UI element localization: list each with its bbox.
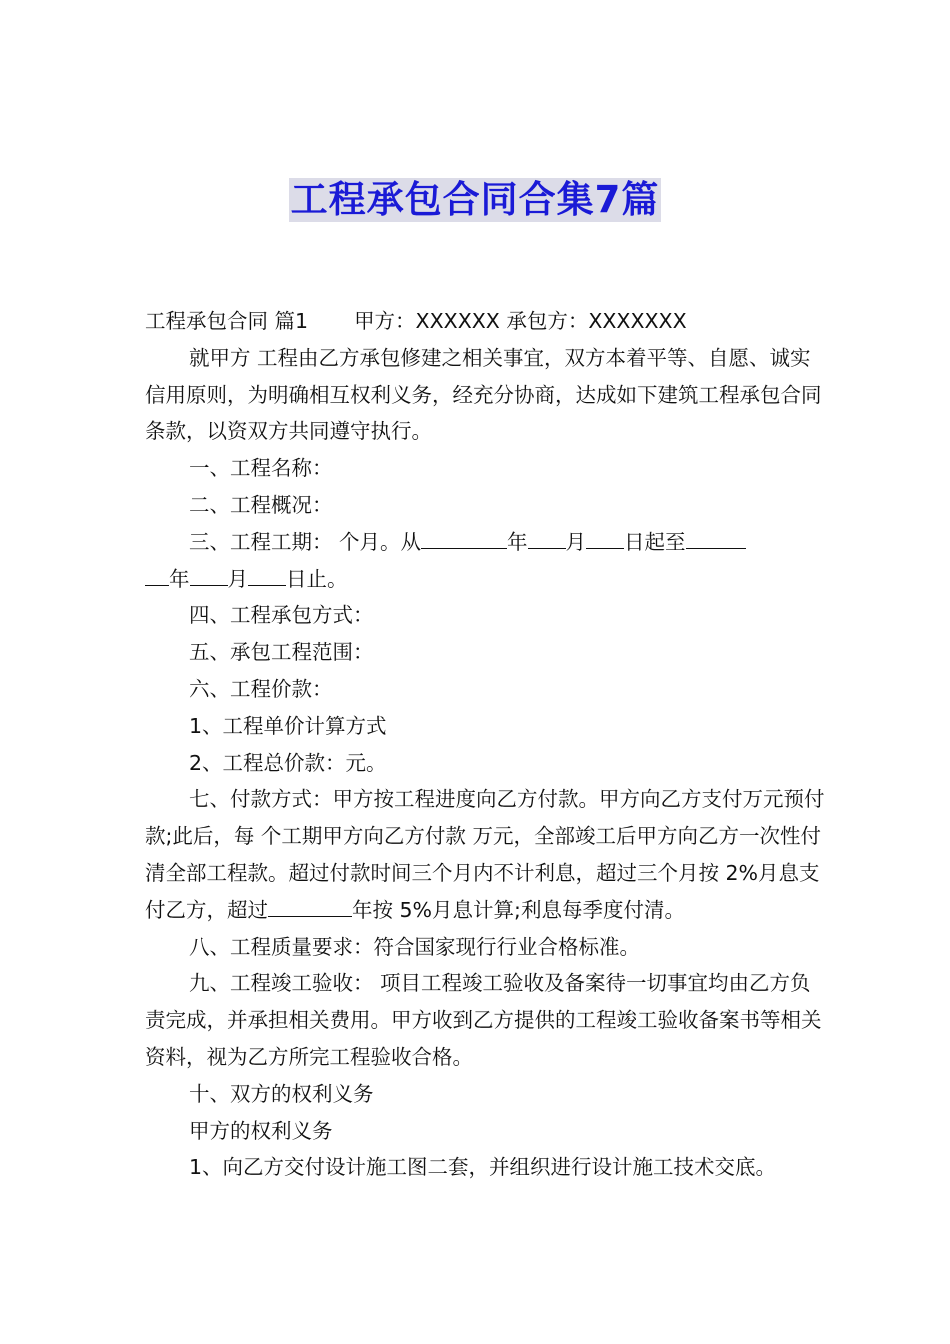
item-total-price: 2、工程总价款：元。	[189, 750, 387, 775]
item-quality-requirement: 八、工程质量要求：符合国家现行行业合格标准。	[189, 934, 640, 959]
document-title: 工程承包合同合集7篇	[290, 178, 660, 221]
item-rights-obligations: 十、双方的权利义务	[189, 1081, 374, 1106]
party-info: 甲方：XXXXXX 承包方：XXXXXXX	[354, 309, 687, 333]
blank-line	[421, 528, 507, 548]
item-project-period: 三、工程工期： 个月。从 年 月 日起至 年 月 日止。	[145, 524, 825, 598]
item-completion-acceptance: 九、工程竣工验收： 项目工程竣工验收及备案待一切事宜均由乙方负责完成，并承担相关费用。甲方收到乙方提供的工程竣工验收备案书等相关资料，视为乙方所完工程验收合格。	[145, 971, 822, 1069]
contract-label: 工程承包合同 篇1	[145, 309, 309, 333]
blank-line	[145, 565, 169, 585]
item-payment-method: 七、付款方式：甲方按工程进度向乙方付款。甲方向乙方支付万元预付款;此后，每 个工期甲方向乙方付款 万元，全部竣工后甲方向乙方一次性付清全部工程款。超过付款时间三个月内不计利息，超过三个月按 2%月息支付乙方，超过 年按 5%月息计算;利息每季度付清。	[145, 787, 825, 922]
item-party-a-duty-1: 1、向乙方交付设计施工图二套，并组织进行设计施工技术交底。	[189, 1155, 777, 1180]
blank-line	[248, 565, 286, 585]
document-body	[145, 303, 825, 1186]
item-contract-method: 四、工程承包方式：	[189, 603, 374, 628]
item-project-price: 六、工程价款：	[189, 676, 333, 701]
item-project-name: 一、工程名称：	[189, 456, 333, 481]
intro-paragraph: 就甲方 工程由乙方承包修建之相关事宜，双方本着平等、自愿、诚实信用原则，为明确相互权利义务，经充分协商，达成如下建筑工程承包合同条款，以资双方共同遵守执行。	[145, 345, 822, 444]
title-block	[0, 178, 950, 222]
item-project-overview: 二、工程概况：	[189, 492, 333, 517]
blank-line	[528, 528, 566, 548]
contract-header-line	[145, 303, 825, 340]
item-contract-scope: 五、承包工程范围：	[189, 640, 374, 665]
subheading-party-a-rights: 甲方的权利义务	[189, 1118, 333, 1143]
blank-line	[268, 896, 352, 916]
blank-line	[686, 528, 746, 548]
blank-line	[190, 565, 228, 585]
item-unit-price: 1、工程单价计算方式	[189, 713, 387, 738]
blank-line	[586, 528, 624, 548]
